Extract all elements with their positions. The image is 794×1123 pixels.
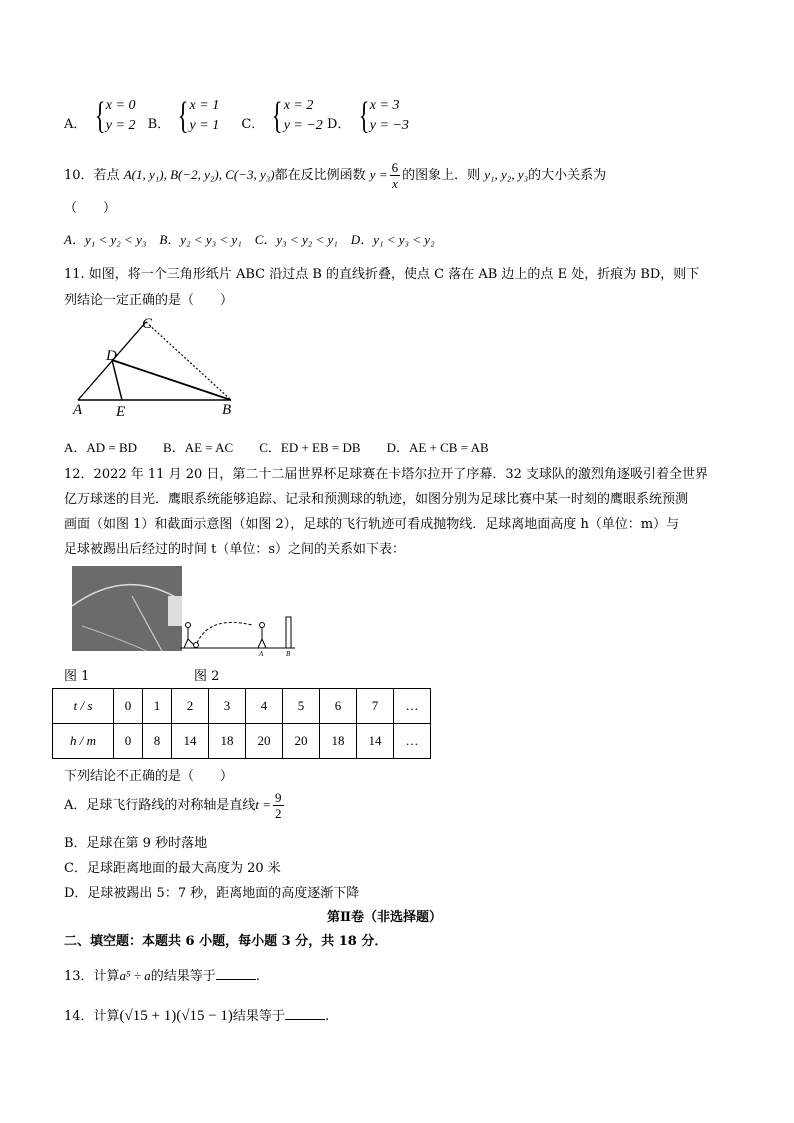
q9-b-eq1: x = 1 <box>189 98 220 113</box>
q9-option-c-label: C． <box>241 117 265 132</box>
table-row-h <box>53 724 431 759</box>
q11-options: A．AD = BD B．AE = AC C．ED + EB = DB D．AE + CB = AB <box>64 440 489 455</box>
q12-line2: 亿万球迷的目光．鹰眼系统能够追踪、记录和预测球的轨迹，如图分别为足球比赛中某一时刻的鹰眼系统预测 <box>64 492 689 507</box>
q10-tail: 的大小关系为 <box>528 168 607 183</box>
table-cell: … <box>394 724 431 759</box>
q12-option-a-text: A．足球飞行路线的对称轴是直线 <box>64 798 256 813</box>
table-cell: 0 <box>114 689 143 724</box>
q10-frac-den: x <box>391 176 398 191</box>
label-a: A <box>73 402 83 418</box>
q13-prefix: 13．计算 <box>64 969 120 984</box>
q10-func-lhs: y = <box>369 167 388 182</box>
table-cell: 5 <box>283 689 320 724</box>
q11-triangle-figure <box>66 310 246 420</box>
q9-b-eq2: y = 1 <box>189 118 220 133</box>
q9-option-a-system: { x = 0 y = 2 <box>94 95 136 137</box>
table-cell: 3 <box>209 689 246 724</box>
q12-fig1-caption: 图 1 <box>64 669 90 684</box>
q9-option-c-system: { x = 2 y = −2 <box>272 95 323 137</box>
q12-data-table <box>52 688 431 759</box>
q9-option-b-system: { x = 1 y = 1 <box>177 95 220 137</box>
table-cell: 14 <box>357 724 394 759</box>
q12-option-d: D．足球被踢出 5：7 秒，距离地面的高度逐渐下降 <box>64 886 360 901</box>
table-cell: 20 <box>283 724 320 759</box>
label-b: B <box>222 402 232 418</box>
q9-c-eq2: y = −2 <box>283 118 323 133</box>
label-d: D <box>106 348 117 364</box>
q10-mid: 都在反比例函数 <box>274 168 366 183</box>
segment-cb-dotted <box>146 322 231 400</box>
table-cell: … <box>394 689 431 724</box>
q12-line3: 画面（如图 1）和截面示意图（如图 2），足球的飞行轨迹可看成抛物线．足球离地面高度 h（单位：m）与 <box>64 517 680 532</box>
fig2-label-b: B <box>286 650 291 657</box>
section2-heading: 二、填空题：本题共 6 小题，每小题 3 分，共 18 分． <box>64 934 388 949</box>
q10-prefix: 10．若点 <box>64 168 120 183</box>
segment-de <box>112 360 122 400</box>
q10-frac-num: 6 <box>391 160 399 175</box>
ball-icon <box>194 643 199 648</box>
q12-option-c: C．足球距离地面的最大高度为 20 米 <box>64 861 281 876</box>
q14-answer-blank[interactable] <box>285 1007 325 1020</box>
q9-option-d-label: D． <box>326 117 351 132</box>
q9-a-eq2: y = 2 <box>105 118 136 133</box>
q12-line1: 12．2022 年 11 月 20 日，第二十二届世界杯足球赛在卡塔尔拉开了序幕．32 支球队的激烈角逐吸引着全世界 <box>64 467 709 482</box>
frac-den: 2 <box>275 806 282 821</box>
table-cell: 20 <box>246 724 283 759</box>
q11-line2: 列结论一定正确的是（ ） <box>64 293 234 308</box>
q10-stem <box>64 160 606 191</box>
table-cell: 18 <box>209 724 246 759</box>
q14-prefix: 14．计算 <box>64 1009 120 1024</box>
q12-fig2-caption: 图 2 <box>194 669 220 684</box>
q12-option-b: B．足球在第 9 秒时落地 <box>64 836 208 851</box>
table-cell: 18 <box>320 724 357 759</box>
q13-suffix: 的结果等于 <box>150 969 216 984</box>
table-cell: 14 <box>172 724 209 759</box>
trajectory-dashed <box>197 622 252 643</box>
q10-options: A．y₁ < y₂ < y₃ B．y₂ < y₃ < y₁ C．y₃ < y₂ < y₁ D．y₁ < y₃ < y₂ <box>64 232 435 247</box>
q9-c-eq1: x = 2 <box>283 98 314 113</box>
table-cell: 6 <box>320 689 357 724</box>
q10-suffix: 的图象上．则 <box>402 168 481 183</box>
q12-option-a-frac <box>273 790 284 821</box>
kicker-head <box>186 623 191 628</box>
label-e: E <box>116 404 126 420</box>
table-head-t: t / s <box>53 689 114 724</box>
goal-post <box>286 617 291 648</box>
q12-figure2-sketch <box>180 605 305 657</box>
q12-option-a <box>64 790 286 821</box>
table-cell: 0 <box>114 724 143 759</box>
table-row-t <box>53 689 431 724</box>
q9-d-eq2: y = −3 <box>369 118 409 133</box>
table-cell: 2 <box>172 689 209 724</box>
table-cell: 7 <box>357 689 394 724</box>
table-cell: 8 <box>143 724 172 759</box>
q9-option-b-label: B． <box>147 117 171 132</box>
fold-line-bd <box>112 360 231 400</box>
q14-suffix: 结果等于 <box>232 1009 285 1024</box>
table-head-h: h / m <box>53 724 114 759</box>
q9-a-eq1: x = 0 <box>105 98 136 113</box>
q12-ask: 下列结论不正确的是（ ） <box>64 769 234 784</box>
q14 <box>64 1005 329 1025</box>
table-cell: 1 <box>143 689 172 724</box>
q14-end: . <box>324 1009 330 1024</box>
q13-answer-blank[interactable] <box>216 967 256 980</box>
q9-option-a-label: A． <box>64 117 87 132</box>
photo-field-lines <box>72 566 182 651</box>
q9-d-eq1: x = 3 <box>369 98 400 113</box>
q12-option-a-var: t = <box>255 797 272 812</box>
frac-num: 9 <box>275 790 282 805</box>
q13 <box>64 965 260 984</box>
q14-expr: (√15 + 1)(√15 − 1) <box>119 1008 233 1024</box>
label-c: C <box>142 316 153 332</box>
defender-head <box>260 623 265 628</box>
q10-points: A(1, y₁), B(−2, y₂), C(−3, y₃) <box>123 167 275 182</box>
section2-title: 第Ⅱ卷（非选择题） <box>327 910 442 925</box>
fig2-label-a: A <box>259 650 264 657</box>
q13-expr: a⁵ ÷ a <box>119 968 151 983</box>
q10-vars: y₁, y₂, y₃ <box>484 167 529 182</box>
table-cell: 4 <box>246 689 283 724</box>
q10-paren: （ ） <box>64 201 117 216</box>
q9-options <box>64 96 409 136</box>
q11-line1: 11. 如图，将一个三角形纸片 ABC 沿过点 B 的直线折叠，使点 C 落在 AB 边上的点 E 处，折痕为 BD，则下 <box>64 267 700 282</box>
q12-line4: 足球被踢出后经过的时间 t（单位：s）之间的关系如下表： <box>64 542 406 557</box>
q10-fraction <box>390 160 401 191</box>
q9-option-d-system: { x = 3 y = −3 <box>358 95 409 137</box>
q12-figure1-photo <box>72 566 182 651</box>
q13-end: . <box>255 969 260 984</box>
